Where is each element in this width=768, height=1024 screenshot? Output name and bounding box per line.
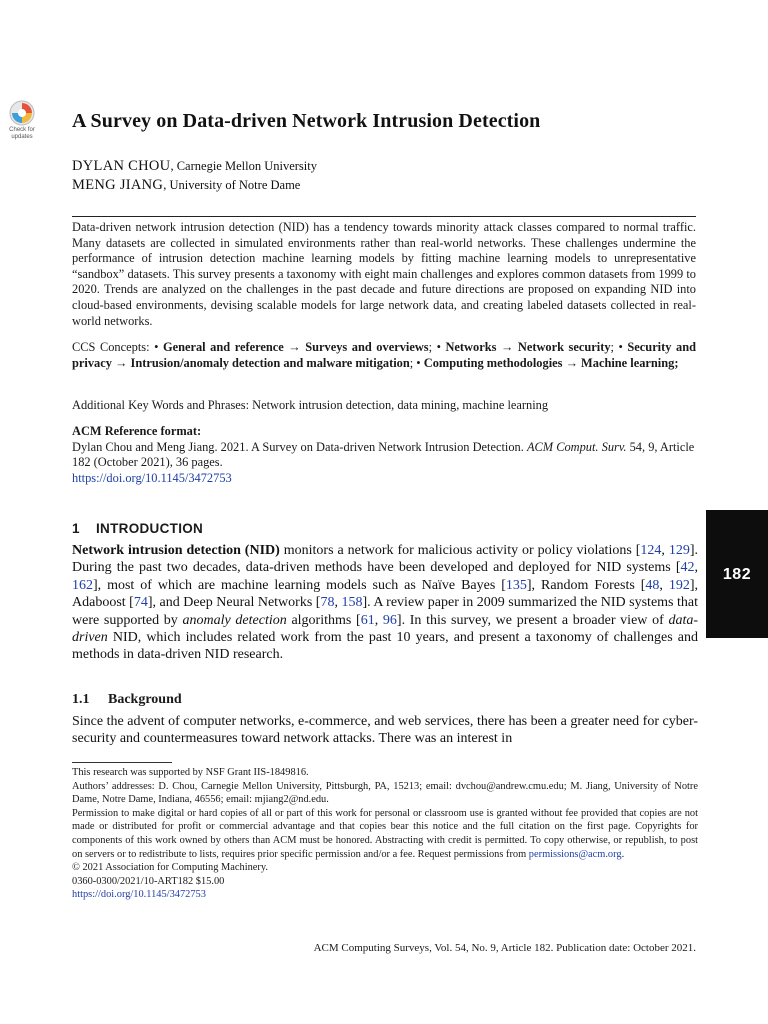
- intro-text: monitors a network for malicious activity or policy violations [: [279, 543, 641, 558]
- intro-text: ], Adaboost [: [72, 577, 699, 611]
- intro-emphasis: data-driven: [72, 612, 699, 646]
- article-number-tab: [706, 510, 768, 638]
- abstract: Data-driven network intrusion detection (NID) has a tendency towards minority attack classes compared to normal traffic. Many datasets are collected in simulated environments rather than real-world networks. These challenges undermine the performance of intrusion detection machine learning models by fitting machine learning models to unrepresentative “sandbox” datasets. This survey presents a taxonomy with eight main challenges and explores common datasets from 1999 to 2020. Trends are analyzed on the challenges in the past decade and future directions are proposed on expanding NID into cloud-based environments, devising scalable models for large network data, and creating labeled datasets collected in real-world networks.: [72, 220, 696, 328]
- intro-emphasis: anomaly detection: [182, 612, 287, 628]
- section-heading-introduction: [72, 521, 203, 536]
- ccs-sep-1: ; •: [428, 340, 446, 354]
- intro-text: ], Random Forests [: [526, 577, 646, 593]
- header-divider: [72, 216, 696, 217]
- citation-162[interactable]: 162: [72, 577, 93, 593]
- ccs-sep-2: ; •: [610, 340, 628, 354]
- intro-text: ], most of which are machine learning models such as Naïve Bayes [: [93, 577, 506, 593]
- intro-text: ]. A review paper in 2009 summarized the NID systems that were supported by: [72, 595, 698, 628]
- footnote-copyright: © 2021 Association for Computing Machinery.: [72, 862, 268, 874]
- reference-citation: Dylan Chou and Meng Jiang. 2021. A Survey on Data-driven Network Intrusion Detection.: [72, 439, 527, 454]
- intro-text: ], and Deep Neural Networks [: [147, 595, 321, 611]
- author-2-affiliation: , University of Notre Dame: [163, 178, 301, 192]
- reference-text: [72, 440, 696, 471]
- ccs-concepts: [72, 340, 696, 371]
- footnote-addresses: Authors’ addresses: D. Chou, Carnegie Mellon University, Pittsburgh, PA, 15213; email: dvchou@andrew.cmu.edu; M. Jiang, University of Notre Dame, Notre Dame, Indiana, 46556; email: mjiang2@nd.edu.: [72, 780, 698, 806]
- reference-heading: ACM Reference format:: [72, 424, 202, 438]
- reference-journal: ACM Comput. Surv.: [526, 439, 627, 454]
- background-paragraph: Since the advent of computer networks, e-commerce, and web services, there has been a greater need for cyber-security and countermeasures toward network attacks. There was an interest in: [72, 714, 698, 747]
- intro-text: ]. In this survey, we present a broader view of: [396, 612, 669, 628]
- permission-end: .: [621, 848, 625, 860]
- footnote-divider: [72, 762, 172, 763]
- section-number: 1: [72, 521, 80, 536]
- reference-doi-link[interactable]: https://doi.org/10.1145/3472753: [72, 470, 232, 485]
- ccs-concept-2: Networks → Network security: [445, 340, 611, 354]
- intro-text: ,: [374, 612, 383, 628]
- footnote-issn: 0360-0300/2021/10-ART182 $15.00: [72, 875, 225, 887]
- intro-text: ,: [334, 595, 342, 611]
- article-number: 182: [722, 566, 752, 583]
- subsection-number: 1.1: [72, 692, 90, 707]
- footnote-doi-link[interactable]: https://doi.org/10.1145/3472753: [72, 889, 206, 901]
- badge-label-1: Check for: [9, 127, 35, 133]
- footnotes: [72, 766, 698, 902]
- author-1-name: DYLAN CHOU: [72, 158, 171, 174]
- author-1: [72, 158, 317, 175]
- citation-96[interactable]: 96: [382, 612, 397, 628]
- intro-text: ,: [694, 560, 698, 576]
- ccs-concept-1: General and reference → Surveys and overviews: [162, 340, 429, 354]
- reference-details: 54, 9, Article 182 (October 2021), 36 pages.: [72, 439, 695, 470]
- ccs-prefix: CCS Concepts: •: [72, 340, 163, 354]
- citation-192[interactable]: 192: [668, 577, 690, 593]
- citation-74[interactable]: 74: [133, 595, 148, 611]
- check-for-updates-icon: [9, 100, 35, 126]
- citation-48[interactable]: 48: [645, 577, 660, 593]
- citation-78[interactable]: 78: [320, 595, 335, 611]
- permission-text: Permission to make digital or hard copies of all or part of this work for personal or classroom use is granted without fee provided that copies are not made or distributed for profit or commercial advantage and that copies bear this notice and the full citation on the first page. Copyrights for components of this work owned by others than ACM must be honored. Abstracting with credit is permitted. To copy otherwise, or republish, to post on servers or to redistribute to lists, requires prior specific permission and/or a fee. Request permissions from: [72, 807, 698, 860]
- intro-lead: Network intrusion detection (NID): [72, 543, 280, 558]
- intro-text: NID, which includes related work from the past 10 years, and present a taxonomy of challenges and methods in data-driven NID research.: [72, 630, 698, 663]
- citation-61[interactable]: 61: [360, 612, 375, 628]
- introduction-paragraph: [72, 542, 698, 664]
- author-1-affiliation: , Carnegie Mellon University: [170, 159, 317, 173]
- citation-158[interactable]: 158: [341, 595, 363, 611]
- author-2-name: MENG JIANG: [72, 177, 164, 193]
- intro-text: ,: [661, 543, 669, 558]
- citation-135[interactable]: 135: [505, 577, 527, 593]
- ccs-sep-3: ; •: [409, 355, 424, 370]
- acm-reference: [72, 424, 696, 486]
- subsection-title: Background: [108, 692, 182, 707]
- keywords: Additional Key Words and Phrases: Network intrusion detection, data mining, machine learning: [72, 398, 549, 412]
- citation-42[interactable]: 42: [680, 560, 695, 576]
- ccs-concept-3: Security and privacy → Intrusion/anomaly detection and malware mitigation: [72, 340, 696, 370]
- subsection-heading-background: [72, 692, 182, 708]
- section-title: INTRODUCTION: [96, 521, 204, 536]
- check-for-updates-badge[interactable]: [2, 100, 42, 140]
- page-footer: ACM Computing Surveys, Vol. 54, No. 9, Article 182. Publication date: October 2021.: [313, 942, 696, 954]
- citation-129[interactable]: 129: [668, 543, 690, 558]
- citation-124[interactable]: 124: [640, 543, 662, 558]
- author-2: [72, 177, 300, 194]
- footnote-grant: This research was supported by NSF Grant IIS-1849816.: [72, 767, 309, 778]
- ccs-concept-4: Computing methodologies → Machine learning;: [423, 355, 679, 370]
- badge-label-2: updates: [11, 134, 33, 140]
- paper-title: A Survey on Data-driven Network Intrusion Detection: [72, 110, 541, 132]
- permissions-email-link[interactable]: permissions@acm.org: [528, 848, 622, 860]
- intro-text: algorithms [: [286, 612, 361, 628]
- intro-text: ]. During the past two decades, data-driven methods have been developed and deployed for NID systems [: [72, 543, 699, 576]
- footnote-permission: [72, 807, 698, 861]
- intro-text: ,: [659, 577, 669, 593]
